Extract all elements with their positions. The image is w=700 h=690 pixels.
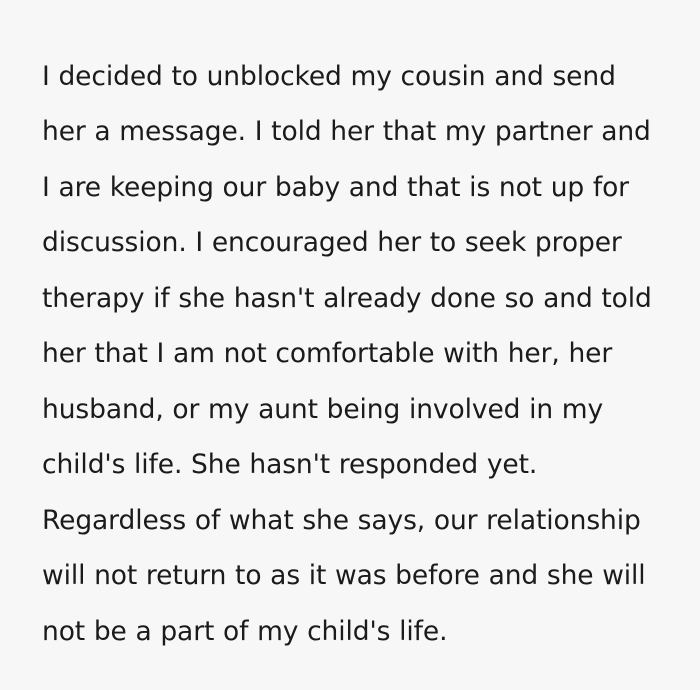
story-paragraph: I decided to unblocked my cousin and send her a message. I told her that my partner and I are keeping our baby and that is not up for discussion. I encouraged her to seek proper therapy if she hasn't already done so and told her that I am not comfortable with her, her husband, or my aunt being involved in my child's life. She hasn't responded yet. Regardless of what she says, our relationship will not return to as it was before and she will not be a part of my child's life. (42, 60, 661, 647)
